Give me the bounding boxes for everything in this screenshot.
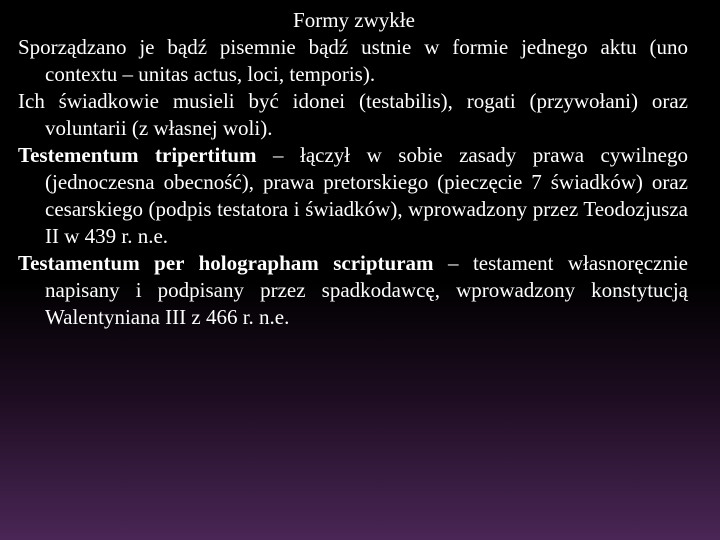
slide-content [18,6,688,331]
paragraph-text: Sporządzano je bądź pisemnie bądź ustnie w formie jednego aktu (uno contextu – unitas actus, loci, temporis). [18,35,688,86]
paragraph-term: Testementum tripertitum [18,143,257,167]
paragraph-text: – testament własnoręcznie napisany i podpisany przez spadkodawcę, wprowadzony konstytucją Walentyniana III z 466 r. n.e. [45,251,688,329]
paragraph-testamentum-holographum [18,250,688,331]
paragraph-text: Ich świadkowie musieli być idonei (testabilis), rogati (przywołani) oraz voluntarii (z własnej woli). [18,89,688,140]
paragraph-text: – łączył w sobie zasady prawa cywilnego (jednoczesna obecność), prawa pretorskiego (pieczęcie 7 świadków) oraz cesarskiego (podpis testatora i świadków), wprowadzony przez Teodozjusza II w 439 r. n.e. [45,143,688,248]
paragraph-testamentum-tripertitum [18,142,688,250]
paragraph-oral-written-form [18,34,688,88]
paragraph-term: Testamentum per holographam scripturam [18,251,434,275]
slide-title: Formy zwykłe [293,8,415,32]
paragraph-witnesses [18,88,688,142]
